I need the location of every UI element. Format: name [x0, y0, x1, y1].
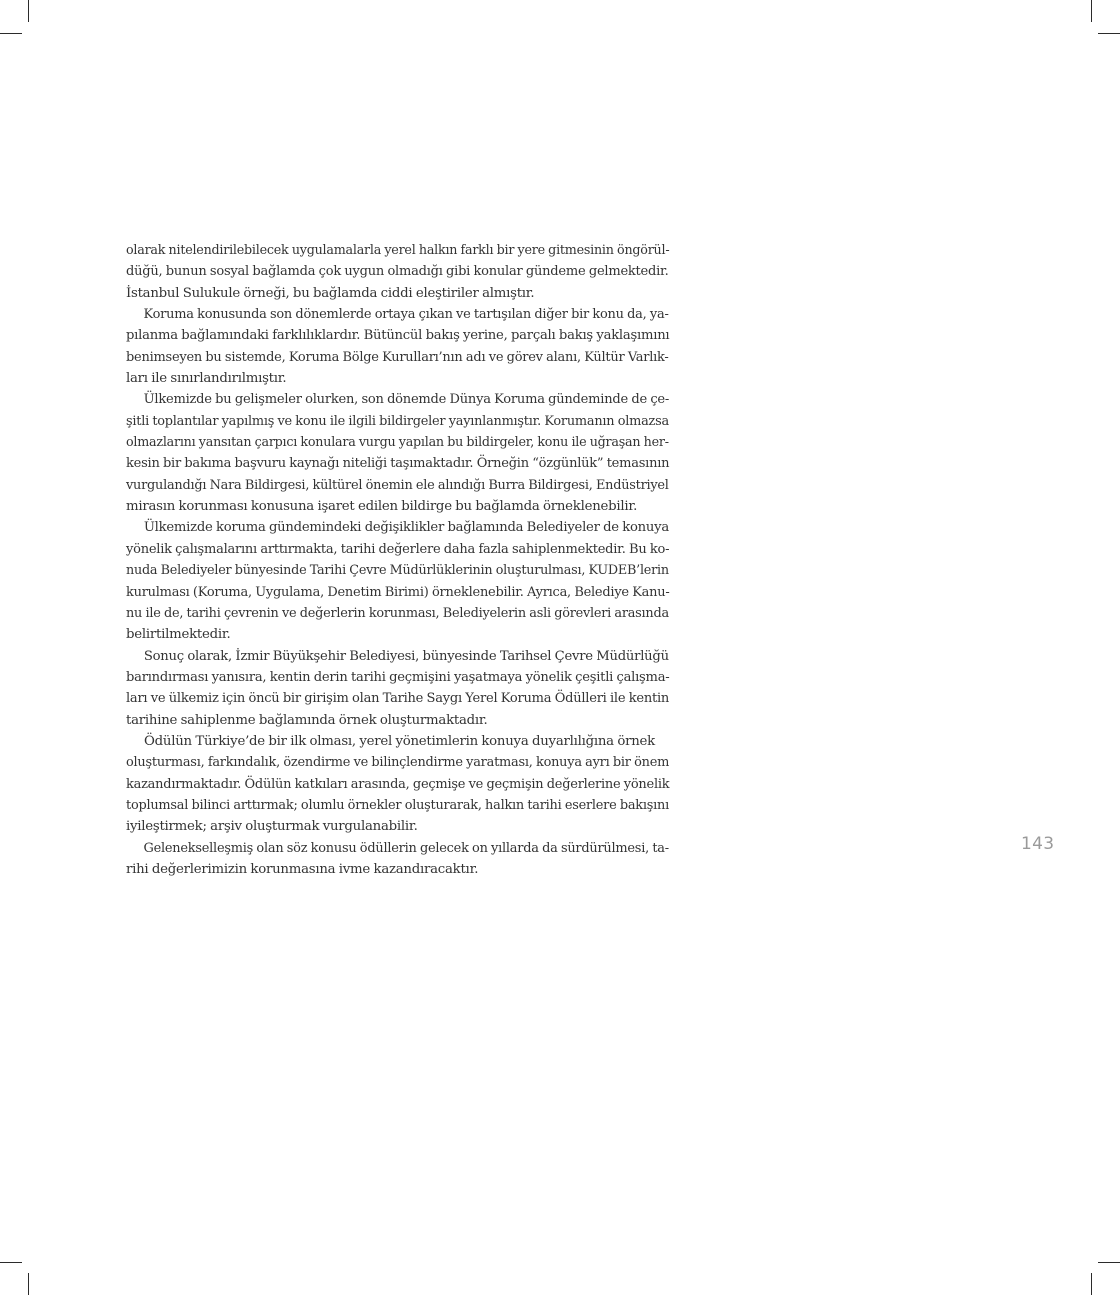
paragraph-7 — [126, 838, 669, 881]
text-line: pılanma bağlamındaki farklılıklardır. Bütüncül bakış yerine, parçalı bakış yaklaşımını — [126, 328, 670, 344]
page-number: 143 — [1021, 834, 1055, 854]
text-line: iyileştirmek; arşiv oluşturmak vurgulanabilir. — [126, 819, 418, 835]
text-line: kesin bir bakıma başvuru kaynağı niteliği taşımaktadır. Örneğin “özgünlük” temasının — [126, 456, 670, 472]
crop-mark-top-right-vertical — [1091, 0, 1092, 22]
text-line: nuda Belediyeler bünyesinde Tarihi Çevre Müdürlüklerinin oluşturulması, KUDEB’lerin — [126, 563, 669, 579]
paragraph-1 — [126, 240, 669, 304]
text-line: mirasın korunması konusuna işaret edilen bildirge bu bağlamda örneklenebilir. — [126, 499, 638, 515]
text-line: benimseyen bu sistemde, Koruma Bölge Kurulları’nın adı ve görev alanı, Kültür Varlık- — [126, 349, 669, 365]
crop-mark-top-right-horizontal — [1098, 33, 1120, 34]
text-line: olmazlarını yansıtan çarpıcı konulara vurgu yapılan bu bildirgeler, konu ile uğraşan her- — [126, 435, 669, 451]
text-line: olarak nitelendirilebilecek uygulamalarla yerel halkın farklı bir yere gitmesinin öngörül- — [126, 243, 670, 258]
crop-mark-bottom-right-horizontal — [1098, 1262, 1120, 1263]
body-text — [126, 240, 669, 880]
crop-mark-bottom-right-vertical — [1091, 1273, 1092, 1295]
crop-mark-bottom-left-vertical — [28, 1273, 29, 1295]
text-line: İstanbul Sulukule örneği, bu bağlamda ciddi eleştiriler almıştır. — [126, 285, 535, 301]
text-line: tarihine sahiplenme bağlamında örnek oluşturmaktadır. — [126, 712, 488, 728]
text-line: Sonuç olarak, İzmir Büyükşehir Belediyesi, bünyesinde Tarihsel Çevre Müdürlüğü — [143, 648, 669, 664]
text-line: düğü, bunun sosyal bağlamda çok uygun olmadığı gibi konular gündeme gelmektedir. — [126, 264, 669, 280]
text-line: Koruma konusunda son dönemlerde ortaya çıkan ve tartışılan diğer bir konu da, ya- — [143, 307, 669, 323]
text-line: kazandırmaktadır. Ödülün katkıları arasında, geçmişe ve geçmişin değerlerine yönelik — [126, 776, 670, 792]
text-line: Ülkemizde bu gelişmeler olurken, son dönemde Dünya Koruma gündeminde de çe- — [143, 392, 670, 408]
text-line: belirtilmektedir. — [126, 627, 231, 643]
paragraph-5 — [126, 646, 669, 731]
text-line: Ülkemizde koruma gündemindeki değişiklikler bağlamında Belediyeler de konuya — [143, 520, 669, 536]
paragraph-3 — [126, 389, 669, 517]
text-line: toplumsal bilinci arttırmak; olumlu örnekler oluşturarak, halkın tarihi eserlere bakışını — [126, 797, 669, 813]
text-line: şitli toplantılar yapılmış ve konu ile ilgili bildirgeler yayınlanmıştır. Korumanın olmazsa — [126, 413, 669, 429]
text-line: Gelenekselleşmiş olan söz konusu ödüllerin gelecek on yıllarda da sürdürülmesi, ta- — [143, 840, 669, 856]
crop-mark-top-left-vertical — [28, 0, 29, 22]
text-line: nu ile de, tarihi çevrenin ve değerlerin korunması, Belediyelerin asli görevleri arasında — [126, 605, 669, 621]
text-line: ları ile sınırlandırılmıştır. — [126, 371, 287, 387]
text-line: oluşturması, farkındalık, özendirme ve bilinçlendirme yaratması, konuya ayrı bir önem — [126, 755, 670, 771]
text-line: barındırması yanısıra, kentin derin tarihi geçmişini yaşatmaya yönelik çeşitli çalışma- — [126, 669, 670, 685]
paragraph-4 — [126, 517, 669, 645]
text-line: rihi değerlerimizin korunmasına ivme kazandıracaktır. — [126, 861, 479, 877]
crop-mark-bottom-left-horizontal — [0, 1262, 22, 1263]
text-line: vurgulandığı Nara Bildirgesi, kültürel önemin ele alındığı Burra Bildirgesi, Endüstriyel — [126, 477, 669, 493]
paragraph-2 — [126, 304, 669, 389]
text-line: ları ve ülkemiz için öncü bir girişim olan Tarihe Saygı Yerel Koruma Ödülleri ile kentin — [126, 691, 670, 707]
paragraph-6 — [126, 731, 669, 838]
text-line: yönelik çalışmalarını arttırmakta, tarihi değerlere daha fazla sahiplenmektedir. Bu ko- — [126, 541, 670, 557]
text-line: kurulması (Koruma, Uygulama, Denetim Birimi) örneklenebilir. Ayrıca, Belediye Kanu- — [126, 584, 670, 600]
text-line: Ödülün Türkiye’de bir ilk olması, yerel yönetimlerin konuya duyarlılığına örnek — [144, 733, 655, 749]
crop-mark-top-left-horizontal — [0, 33, 22, 34]
